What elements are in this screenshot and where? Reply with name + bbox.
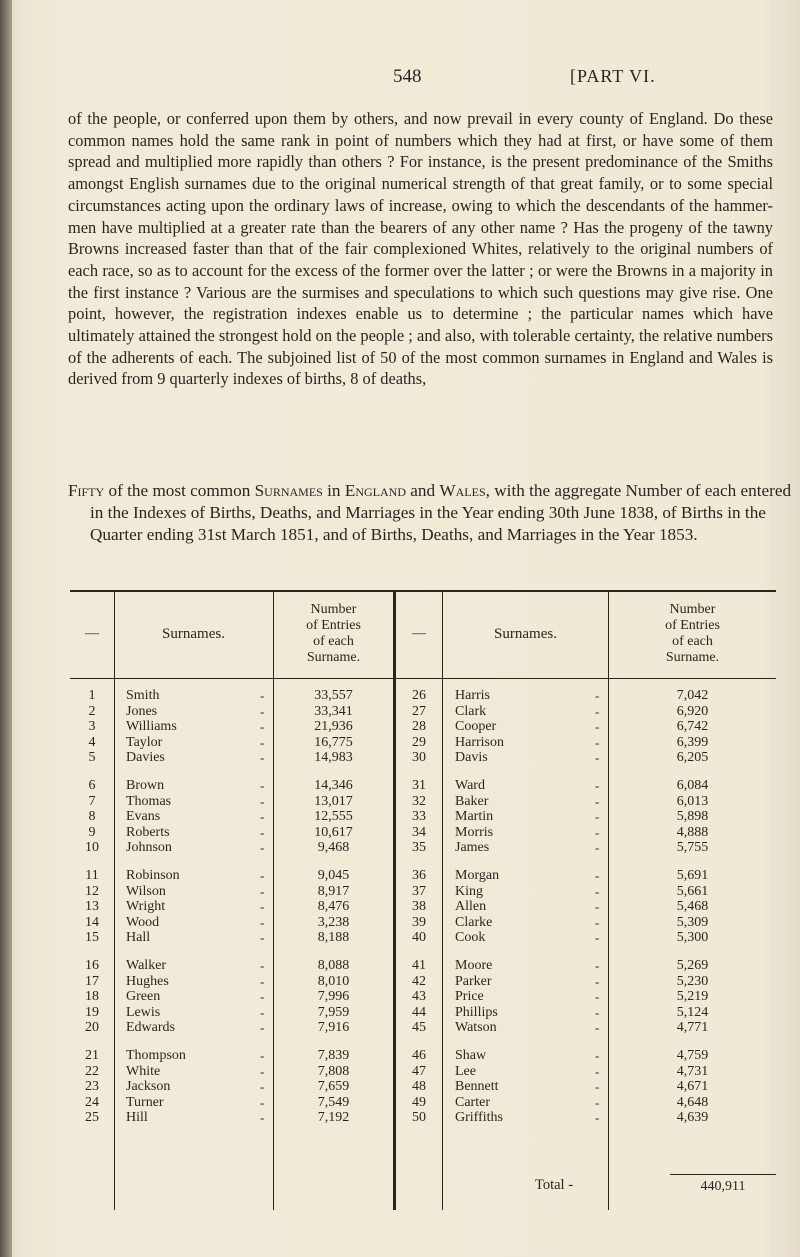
leader-dash: - (595, 899, 600, 915)
header-number-right-line4: Surname. (665, 650, 720, 665)
header-number-right-line2: of Entries (665, 618, 720, 633)
surname-cell: Harrison (455, 734, 504, 750)
surname-cell: Evans (126, 809, 161, 825)
col-rule-4 (442, 590, 443, 1210)
total-value: 440,911 (700, 1179, 746, 1194)
surname-cell: Jackson (126, 1079, 171, 1095)
rank-cell: 8 (88, 809, 96, 825)
count-cell: 8,476 (317, 899, 350, 915)
surname-cell: Moore (455, 958, 493, 973)
count-cell: 5,124 (676, 1004, 709, 1020)
total-label: Total - (535, 1177, 574, 1193)
count-cell: 4,888 (676, 824, 709, 840)
count-cell: 8,088 (317, 958, 350, 973)
leader-dash: - (260, 899, 265, 915)
header-number-left-line3: of each (313, 634, 354, 649)
rank-cell: 27 (412, 703, 426, 719)
rank-cell: 20 (85, 1020, 99, 1036)
surname-cell: Wilson (126, 883, 166, 899)
leader-dash: - (595, 750, 600, 766)
rank-cell: 28 (412, 719, 426, 735)
leader-dash: - (260, 883, 265, 899)
part-label: [PART VI. (570, 66, 656, 86)
leader-dash: - (595, 914, 600, 930)
leader-dash: - (595, 958, 600, 973)
count-cell: 7,996 (317, 989, 350, 1005)
surname-cell: Brown (126, 778, 165, 793)
leader-dash: - (260, 719, 265, 735)
caption-text-and: and (406, 481, 440, 500)
surname-cell: Hill (126, 1110, 148, 1126)
rank-cell: 18 (85, 989, 99, 1005)
surname-cell: Jones (126, 703, 158, 719)
leader-dash: - (260, 1079, 265, 1095)
leader-dash: - (260, 914, 265, 930)
leader-dash: - (260, 750, 265, 766)
caption-text-b: , with the aggregate Number of each entered in the Indexes of Births, Deaths, and Marriages in the Year ending 30th June 1838, of Births in the Quarter ending 31st March 1851, and of Births, Deaths, and Marriages in the Year 1853. (90, 481, 792, 544)
surname-cell: Edwards (126, 1020, 175, 1036)
count-cell: 5,300 (676, 930, 709, 946)
rank-cell: 23 (85, 1079, 99, 1095)
count-cell: 5,219 (676, 989, 709, 1005)
leader-dash: - (595, 989, 600, 1005)
rank-cell: 1 (88, 688, 96, 703)
surname-cell: Bennett (455, 1079, 499, 1095)
surname-cell: Robinson (126, 868, 180, 883)
leader-dash: - (260, 1063, 265, 1079)
surname-cell: Harris (455, 688, 490, 703)
leader-dash: - (595, 1020, 600, 1036)
count-cell: 7,549 (317, 1094, 350, 1110)
surname-cell: Davis (455, 750, 488, 766)
rank-cell: 24 (85, 1094, 99, 1110)
table-top-rule (70, 590, 776, 592)
rank-cell: 6 (88, 778, 96, 793)
surname-cell: Green (126, 989, 161, 1005)
surname-cell: Carter (455, 1094, 490, 1110)
surname-cell: Turner (126, 1094, 164, 1110)
count-cell: 6,205 (676, 750, 709, 766)
surname-cell: Baker (455, 793, 489, 809)
caption-england: England (344, 481, 406, 500)
rank-cell: 48 (412, 1079, 426, 1095)
surname-cell: Watson (455, 1020, 497, 1036)
leader-dash: - (595, 688, 600, 703)
table-caption (68, 480, 795, 546)
leader-dash: - (260, 1020, 265, 1036)
count-cell: 4,759 (676, 1048, 709, 1063)
rank-cell: 14 (85, 914, 99, 930)
rank-cell: 50 (412, 1110, 426, 1126)
surname-cell: Clark (455, 703, 487, 719)
count-cell: 5,755 (676, 840, 709, 856)
count-cell: 3,238 (317, 914, 350, 930)
count-cell: 8,917 (317, 883, 350, 899)
rank-cell: 36 (412, 868, 426, 883)
leader-dash: - (595, 973, 600, 989)
rank-cell: 33 (412, 809, 426, 825)
rank-cell: 38 (412, 899, 426, 915)
count-cell: 7,042 (676, 688, 709, 703)
surname-cell: Williams (126, 719, 177, 735)
count-cell: 14,983 (314, 750, 353, 766)
page-number: 548 (393, 66, 422, 87)
count-cell: 10,617 (314, 824, 353, 840)
surname-cell: Wright (126, 899, 166, 915)
leader-dash: - (260, 1094, 265, 1110)
caption-text-a: of the most common (104, 481, 255, 500)
rank-cell: 46 (412, 1048, 426, 1063)
leader-dash: - (260, 1048, 265, 1063)
rank-cell: 10 (85, 840, 99, 856)
leader-dash: - (595, 1048, 600, 1063)
caption-surnames: Surnames (254, 481, 323, 500)
leader-dash: - (595, 930, 600, 946)
leader-dash: - (260, 1110, 265, 1126)
count-cell: 6,742 (676, 719, 709, 735)
header-number-left-line2: of Entries (306, 618, 361, 633)
rank-cell: 30 (412, 750, 426, 766)
header-number-right-line3: of each (672, 634, 713, 649)
count-cell: 4,648 (676, 1094, 709, 1110)
surname-cell: Hall (126, 930, 151, 946)
count-cell: 5,661 (676, 883, 709, 899)
rank-cell: 37 (412, 883, 426, 899)
page-header (0, 66, 800, 96)
rank-cell: 21 (85, 1048, 99, 1063)
header-number-right (609, 602, 776, 666)
surname-cell: Cook (455, 930, 486, 946)
rank-cell: 15 (85, 930, 99, 946)
count-cell: 7,959 (317, 1004, 350, 1020)
leader-dash: - (595, 703, 600, 719)
count-cell: 9,045 (317, 868, 350, 883)
rank-cell: 41 (412, 958, 426, 973)
surname-cell: King (455, 883, 483, 899)
surname-cell: Cooper (455, 719, 497, 735)
count-cell: 4,771 (676, 1020, 709, 1036)
count-cell: 7,839 (317, 1048, 350, 1063)
col-rule-1 (114, 590, 115, 1210)
surname-cell: Phillips (455, 1004, 498, 1020)
leader-dash: - (595, 719, 600, 735)
count-cell: 5,691 (676, 868, 709, 883)
rank-cell: 26 (412, 688, 426, 703)
caption-wales: Wales (439, 481, 486, 500)
table-header-rule (70, 678, 776, 679)
leader-dash: - (260, 778, 265, 793)
surname-cell: Morgan (455, 868, 500, 883)
rank-cell: 34 (412, 824, 426, 840)
rank-cell: 2 (88, 703, 96, 719)
surname-cell: Price (455, 989, 484, 1005)
count-cell: 16,775 (314, 734, 353, 750)
rank-cell: 7 (88, 793, 96, 809)
header-surnames-right: Surnames. (494, 626, 557, 642)
rank-cell: 11 (85, 868, 99, 883)
leader-dash: - (595, 778, 600, 793)
count-cell: 5,468 (676, 899, 709, 915)
rank-cell: 40 (412, 930, 426, 946)
leader-dash: - (260, 989, 265, 1005)
count-cell: 21,936 (314, 719, 353, 735)
leader-dash: - (260, 868, 265, 883)
leader-dash: - (260, 840, 265, 856)
leader-dash: - (595, 1063, 600, 1079)
rank-cell: 43 (412, 989, 426, 1005)
leader-dash: - (260, 688, 265, 703)
leader-dash: - (260, 824, 265, 840)
surname-cell: Wood (126, 914, 160, 930)
surname-cell: Clarke (455, 914, 493, 930)
rank-cell: 13 (85, 899, 99, 915)
rank-cell: 9 (88, 824, 96, 840)
leader-dash: - (595, 868, 600, 883)
surname-cell: Lewis (126, 1004, 161, 1020)
body-paragraph: of the people, or conferred upon them by others, and now prevail in every county of England. Do these common names hold the same rank in point of numbers which they had at first, or have some of them spread and multiplied more rapidly than others ? For instance, is the present predominance of the Smiths amongst English surnames due to the original numerical strength of that great family, or to some special circumstances acting upon the ordinary laws of increase, owing to which the descendants of the hammer-men have multiplied at a greater rate than the bearers of any other name ? Has the progeny of the tawny Browns increased faster than that of the fair complexioned Whites, relatively to the original numbers of each race, so as to account for the excess of the former over the latter ; or were the Browns in a majority in the first instance ? Various are the surmises and speculations to which such questions may give rise. One point, however, the registration indexes enable us to determine ; the particular names which have ultimately attained the strongest hold on the people ; and also, with tolerable certainty, the relative numbers of the adherents of each. The subjoined list of 50 of the most common surnames in England and Wales is derived from 9 quarterly indexes of births, 8 of deaths, (68, 109, 773, 389)
leader-dash: - (595, 1004, 600, 1020)
leader-dash: - (260, 958, 265, 973)
caption-first-word: Fifty (68, 481, 105, 500)
surname-cell: Lee (455, 1063, 476, 1079)
count-cell: 5,269 (676, 958, 709, 973)
leader-dash: - (595, 1094, 600, 1110)
count-cell: 7,192 (317, 1110, 350, 1126)
rank-cell: 32 (412, 793, 426, 809)
rank-cell: 12 (85, 883, 99, 899)
rank-cell: 44 (412, 1004, 426, 1020)
leader-dash: - (260, 734, 265, 750)
leader-dash: - (595, 793, 600, 809)
rank-cell: 22 (85, 1063, 99, 1079)
header-number-right-line1: Number (669, 602, 716, 617)
book-spine-shadow (0, 0, 12, 1257)
leader-dash: - (595, 883, 600, 899)
header-rank-left: — (85, 626, 99, 641)
surname-cell: Thomas (126, 793, 172, 809)
surname-cell: Thompson (126, 1048, 186, 1063)
header-rank-right: — (412, 626, 426, 641)
leader-dash: - (260, 809, 265, 825)
rank-cell: 35 (412, 840, 426, 856)
leader-dash: - (595, 809, 600, 825)
count-cell: 6,920 (676, 703, 709, 719)
rank-cell: 17 (85, 973, 99, 989)
count-cell: 6,399 (676, 734, 709, 750)
surname-cell: Parker (455, 973, 492, 989)
leader-dash: - (595, 1110, 600, 1126)
rank-cell: 25 (85, 1110, 99, 1126)
rank-cell: 29 (412, 734, 426, 750)
leader-dash: - (595, 824, 600, 840)
count-cell: 8,188 (317, 930, 350, 946)
rank-cell: 39 (412, 914, 426, 930)
rank-cell: 31 (412, 778, 426, 793)
total-rule (670, 1174, 776, 1175)
count-cell: 5,898 (676, 809, 709, 825)
count-cell: 33,341 (314, 703, 353, 719)
leader-dash: - (260, 703, 265, 719)
surname-cell: Griffiths (455, 1110, 503, 1126)
leader-dash: - (595, 1079, 600, 1095)
header-surnames-left: Surnames. (162, 626, 225, 642)
header-number-left (274, 602, 393, 666)
count-cell: 7,659 (317, 1079, 350, 1095)
count-cell: 33,557 (314, 688, 353, 703)
surname-cell: Shaw (455, 1048, 487, 1063)
rank-cell: 45 (412, 1020, 426, 1036)
surname-cell: Walker (126, 958, 167, 973)
leader-dash: - (260, 1004, 265, 1020)
leader-dash: - (595, 734, 600, 750)
count-cell: 4,731 (676, 1063, 709, 1079)
surname-cell: Morris (455, 824, 494, 840)
count-cell: 5,309 (676, 914, 709, 930)
surname-cell: White (126, 1063, 161, 1079)
surname-cell: Allen (455, 899, 487, 915)
rank-cell: 5 (88, 750, 96, 766)
rank-cell: 16 (85, 958, 99, 973)
surname-cell: Martin (455, 809, 494, 825)
header-number-left-line1: Number (310, 602, 357, 617)
rank-cell: 42 (412, 973, 426, 989)
rank-cell: 4 (88, 734, 96, 750)
surname-cell: Smith (126, 688, 160, 703)
surname-cell: Johnson (126, 840, 172, 856)
count-cell: 7,808 (317, 1063, 350, 1079)
count-cell: 6,013 (676, 793, 709, 809)
surname-cell: Taylor (126, 734, 163, 750)
count-cell: 14,346 (314, 778, 353, 793)
count-cell: 4,671 (676, 1079, 709, 1095)
leader-dash: - (260, 930, 265, 946)
count-cell: 4,639 (676, 1110, 709, 1126)
count-cell: 12,555 (314, 809, 353, 825)
surname-cell: Ward (455, 778, 485, 793)
leader-dash: - (260, 973, 265, 989)
leader-dash: - (595, 840, 600, 856)
surname-cell: Roberts (126, 824, 170, 840)
surname-cell: Hughes (126, 973, 169, 989)
count-cell: 8,010 (317, 973, 350, 989)
count-cell: 9,468 (317, 840, 350, 856)
surname-cell: James (455, 840, 490, 856)
rank-cell: 3 (88, 719, 96, 735)
rank-cell: 49 (412, 1094, 426, 1110)
count-cell: 6,084 (676, 778, 709, 793)
count-cell: 7,916 (317, 1020, 350, 1036)
header-number-left-line4: Surname. (306, 650, 361, 665)
surname-cell: Davies (126, 750, 165, 766)
leader-dash: - (260, 793, 265, 809)
rank-cell: 19 (85, 1004, 99, 1020)
count-cell: 5,230 (676, 973, 709, 989)
caption-text-mid: in (322, 481, 345, 500)
surnames-table (70, 590, 776, 1210)
rank-cell: 47 (412, 1063, 426, 1079)
count-cell: 13,017 (314, 793, 353, 809)
